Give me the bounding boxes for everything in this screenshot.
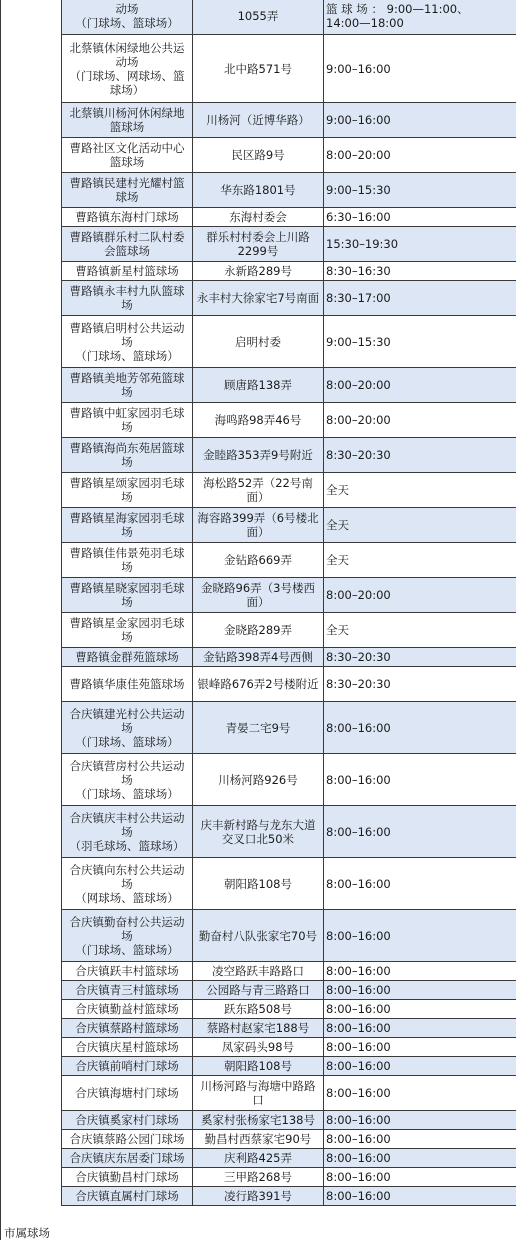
venue-hours-cell: 8:00–16:00 bbox=[324, 1111, 516, 1130]
venue-hours-cell: 8:00–20:00 bbox=[324, 578, 516, 613]
venue-row bbox=[62, 578, 516, 613]
venue-row bbox=[62, 1168, 516, 1187]
venue-name-cell: 曹路镇华康佳苑篮球场 bbox=[62, 667, 193, 702]
venue-name-cell: 曹路镇启明村公共运动场 （门球场、篮球场） bbox=[62, 316, 193, 368]
venue-name-cell: 曹路镇永丰村九队篮球场 bbox=[62, 281, 193, 316]
venue-hours-cell: 8:30–17:00 bbox=[324, 281, 516, 316]
venue-address-cell: 海松路52弄（22号南面） bbox=[193, 473, 324, 508]
venue-hours-cell: 9:00–16:00 bbox=[324, 103, 516, 138]
venue-address-cell: 川杨河路与海塘中路路口 bbox=[193, 1076, 324, 1111]
venue-row bbox=[62, 173, 516, 208]
venue-row bbox=[62, 208, 516, 227]
venue-hours-cell: 9:00–15:30 bbox=[324, 316, 516, 368]
venue-row bbox=[62, 648, 516, 667]
venue-address-cell: 1055弄 bbox=[193, 0, 324, 35]
venue-name-cell: 合庆镇直属村门球场 bbox=[62, 1187, 193, 1206]
venue-row bbox=[62, 227, 516, 262]
venue-row bbox=[62, 508, 516, 543]
venue-name-cell: 曹路镇海尚东苑居篮球场 bbox=[62, 438, 193, 473]
venue-name-cell: 曹路镇星颂家园羽毛球场 bbox=[62, 473, 193, 508]
venue-row bbox=[62, 1000, 516, 1019]
venue-row bbox=[62, 281, 516, 316]
venue-row bbox=[62, 1057, 516, 1076]
venue-hours-cell: 8:00–16:00 bbox=[324, 1149, 516, 1168]
venue-address-cell: 海容路399弄（6号楼北面） bbox=[193, 508, 324, 543]
venue-name-cell: 曹路镇群乐村二队村委会篮球场 bbox=[62, 227, 193, 262]
venue-name-cell: 曹路社区文化活动中心篮球场 bbox=[62, 138, 193, 173]
venue-address-cell: 庆丰新村路与龙东大道交叉口北50米 bbox=[193, 806, 324, 858]
venue-hours-cell: 8:00–16:00 bbox=[324, 1038, 516, 1057]
venue-address-cell: 朝阳路108号 bbox=[193, 1057, 324, 1076]
venue-address-cell: 民区路9号 bbox=[193, 138, 324, 173]
category-label: 市属球场 bbox=[4, 1226, 50, 1240]
venue-row bbox=[62, 858, 516, 910]
venue-address-cell: 凤家码头98号 bbox=[193, 1038, 324, 1057]
venue-hours-cell: 全天 bbox=[324, 473, 516, 508]
venue-name-cell: 合庆镇跃丰村篮球场 bbox=[62, 962, 193, 981]
venue-hours-cell: 8:00–16:00 bbox=[324, 1019, 516, 1038]
venue-address-cell: 北中路571号 bbox=[193, 35, 324, 103]
venue-address-cell: 川杨河（近博华路） bbox=[193, 103, 324, 138]
venue-address-cell: 奚家村张杨家宅138号 bbox=[193, 1111, 324, 1130]
venue-address-cell: 凌空路跃丰路路口 bbox=[193, 962, 324, 981]
venue-address-cell: 勤昌村西蔡家宅90号 bbox=[193, 1130, 324, 1149]
venue-address-cell: 公园路与青三路路口 bbox=[193, 981, 324, 1000]
venue-address-cell: 勤奋村八队张家宅70号 bbox=[193, 910, 324, 962]
venue-hours-cell: 8:00–16:00 bbox=[324, 1187, 516, 1206]
venue-address-cell: 川杨河路926号 bbox=[193, 754, 324, 806]
venue-row bbox=[62, 1111, 516, 1130]
venue-hours-cell: 篮 球 场 ： 9:00—11:00、 14:00—18:00 bbox=[324, 0, 516, 35]
venue-address-cell: 金钻路398弄4号西侧 bbox=[193, 648, 324, 667]
venue-name-cell: 曹路镇中虹家园羽毛球场 bbox=[62, 403, 193, 438]
venue-row bbox=[62, 35, 516, 103]
venue-hours-cell: 8:00–16:00 bbox=[324, 806, 516, 858]
venue-row bbox=[62, 702, 516, 754]
venue-row bbox=[62, 667, 516, 702]
venue-row bbox=[62, 754, 516, 806]
venue-hours-cell: 8:00–16:00 bbox=[324, 981, 516, 1000]
venue-row bbox=[62, 1076, 516, 1111]
venue-address-cell: 银峰路676弄2号楼附近 bbox=[193, 667, 324, 702]
venue-row bbox=[62, 403, 516, 438]
venue-hours-cell: 8:00–20:00 bbox=[324, 138, 516, 173]
venue-name-cell: 曹路镇星海家园羽毛球场 bbox=[62, 508, 193, 543]
venue-hours-cell: 8:00–16:00 bbox=[324, 962, 516, 981]
venue-hours-cell: 9:00–15:30 bbox=[324, 173, 516, 208]
venue-name-cell: 合庆镇向东村公共运动场 （网球场、篮球场） bbox=[62, 858, 193, 910]
venue-name-cell: 合庆镇青三村篮球场 bbox=[62, 981, 193, 1000]
venue-hours-cell: 全天 bbox=[324, 613, 516, 648]
venue-address-cell: 金晓路289弄 bbox=[193, 613, 324, 648]
venue-address-cell: 华东路1801号 bbox=[193, 173, 324, 208]
venue-hours-cell: 9:00–16:00 bbox=[324, 35, 516, 103]
venue-hours-cell: 8:00–20:00 bbox=[324, 368, 516, 403]
venue-row bbox=[62, 1149, 516, 1168]
venue-row bbox=[62, 910, 516, 962]
venue-hours-cell: 8:30–20:30 bbox=[324, 648, 516, 667]
venue-name-cell: 曹路镇民建村光耀村篮球场 bbox=[62, 173, 193, 208]
venue-row bbox=[62, 1019, 516, 1038]
venue-name-cell: 合庆镇蔡路村篮球场 bbox=[62, 1019, 193, 1038]
venue-name-cell: 北蔡镇休闲绿地公共运动场 （门球场、网球场、篮球场） bbox=[62, 35, 193, 103]
venue-address-cell: 蔡路村赵家宅188号 bbox=[193, 1019, 324, 1038]
venue-row bbox=[62, 438, 516, 473]
venue-address-cell: 永新路289号 bbox=[193, 262, 324, 281]
venue-name-cell: 北蔡镇川杨河休闲绿地篮球场 bbox=[62, 103, 193, 138]
venue-address-cell: 凌行路391号 bbox=[193, 1187, 324, 1206]
venue-name-cell: 合庆镇海塘村门球场 bbox=[62, 1076, 193, 1111]
venue-address-cell: 东海村委会 bbox=[193, 208, 324, 227]
venue-row bbox=[62, 368, 516, 403]
venue-schedule-table bbox=[61, 0, 516, 1206]
venue-row bbox=[62, 543, 516, 578]
venue-name-cell: 曹路镇东海村门球场 bbox=[62, 208, 193, 227]
venue-hours-cell: 8:00–16:00 bbox=[324, 1000, 516, 1019]
venue-name-cell: 合庆镇庆星村篮球场 bbox=[62, 1038, 193, 1057]
venue-hours-cell: 6:30–16:00 bbox=[324, 208, 516, 227]
venue-address-cell: 三甲路268号 bbox=[193, 1168, 324, 1187]
venue-name-cell: 曹路镇新星村篮球场 bbox=[62, 262, 193, 281]
venue-row bbox=[62, 1130, 516, 1149]
venue-hours-cell: 8:30–16:30 bbox=[324, 262, 516, 281]
venue-hours-cell: 8:00–16:00 bbox=[324, 1057, 516, 1076]
venue-address-cell: 青晏二宅9号 bbox=[193, 702, 324, 754]
venue-hours-cell: 8:30–20:30 bbox=[324, 438, 516, 473]
venue-row bbox=[62, 806, 516, 858]
venue-name-cell: 曹路镇金群苑篮球场 bbox=[62, 648, 193, 667]
venue-address-cell: 群乐村村委会上川路2299号 bbox=[193, 227, 324, 262]
venue-hours-cell: 15:30–19:30 bbox=[324, 227, 516, 262]
venue-row bbox=[62, 613, 516, 648]
venue-hours-cell: 8:00–16:00 bbox=[324, 754, 516, 806]
venue-name-cell: 合庆镇勤奋村公共运动场 （门球场、篮球场） bbox=[62, 910, 193, 962]
venue-address-cell: 顾唐路138弄 bbox=[193, 368, 324, 403]
venue-row bbox=[62, 962, 516, 981]
venue-address-cell: 海鸣路98弄46号 bbox=[193, 403, 324, 438]
venue-row bbox=[62, 1187, 516, 1206]
venue-name-cell: 合庆镇营房村公共运动场 （门球场、篮球场） bbox=[62, 754, 193, 806]
venue-row bbox=[62, 262, 516, 281]
venue-hours-cell: 8:00–16:00 bbox=[324, 1168, 516, 1187]
venue-hours-cell: 8:00–16:00 bbox=[324, 702, 516, 754]
venue-name-cell: 合庆镇奚家村门球场 bbox=[62, 1111, 193, 1130]
venue-address-cell: 跃东路508号 bbox=[193, 1000, 324, 1019]
venue-address-cell: 永丰村大徐家宅7号南面 bbox=[193, 281, 324, 316]
venue-name-cell: 合庆镇勤益村篮球场 bbox=[62, 1000, 193, 1019]
venue-name-cell: 动场 （门球场、篮球场） bbox=[62, 0, 193, 35]
venue-row bbox=[62, 138, 516, 173]
venue-hours-cell: 8:00–16:00 bbox=[324, 910, 516, 962]
venue-row bbox=[62, 1038, 516, 1057]
venue-name-cell: 曹路镇星晓家园羽毛球场 bbox=[62, 578, 193, 613]
venue-name-cell: 合庆镇建光村公共运动场 （门球场、篮球场） bbox=[62, 702, 193, 754]
venue-address-cell: 金睦路353弄9号附近 bbox=[193, 438, 324, 473]
venue-name-cell: 合庆镇庆东居委门球场 bbox=[62, 1149, 193, 1168]
venue-hours-cell: 全天 bbox=[324, 508, 516, 543]
venue-hours-cell: 8:30–20:30 bbox=[324, 667, 516, 702]
venue-name-cell: 合庆镇勤昌村门球场 bbox=[62, 1168, 193, 1187]
venue-name-cell: 曹路镇美地芳邻苑篮球场 bbox=[62, 368, 193, 403]
venue-hours-cell: 8:00–16:00 bbox=[324, 858, 516, 910]
venue-row bbox=[62, 981, 516, 1000]
venue-hours-cell: 全天 bbox=[324, 543, 516, 578]
venue-address-cell: 庆利路425弄 bbox=[193, 1149, 324, 1168]
venue-hours-cell: 8:00–16:00 bbox=[324, 1130, 516, 1149]
venue-address-cell: 启明村委 bbox=[193, 316, 324, 368]
venue-hours-cell: 8:00–16:00 bbox=[324, 1076, 516, 1111]
venue-row bbox=[62, 473, 516, 508]
venue-name-cell: 合庆镇前哨村门球场 bbox=[62, 1057, 193, 1076]
venue-address-cell: 金晓路96弄（3号楼西面） bbox=[193, 578, 324, 613]
venue-name-cell: 合庆镇庆丰村公共运动场 （羽毛球场、篮球场） bbox=[62, 806, 193, 858]
section-divider-line bbox=[0, 0, 1, 1240]
venue-name-cell: 曹路镇星金家园羽毛球场 bbox=[62, 613, 193, 648]
venue-row bbox=[62, 103, 516, 138]
venue-row bbox=[62, 0, 516, 35]
venue-name-cell: 合庆镇蔡路公园门球场 bbox=[62, 1130, 193, 1149]
venue-row bbox=[62, 316, 516, 368]
venue-hours-cell: 8:00–20:00 bbox=[324, 403, 516, 438]
venue-address-cell: 朝阳路108号 bbox=[193, 858, 324, 910]
venue-address-cell: 金钻路669弄 bbox=[193, 543, 324, 578]
venue-name-cell: 曹路镇佳伟景苑羽毛球场 bbox=[62, 543, 193, 578]
